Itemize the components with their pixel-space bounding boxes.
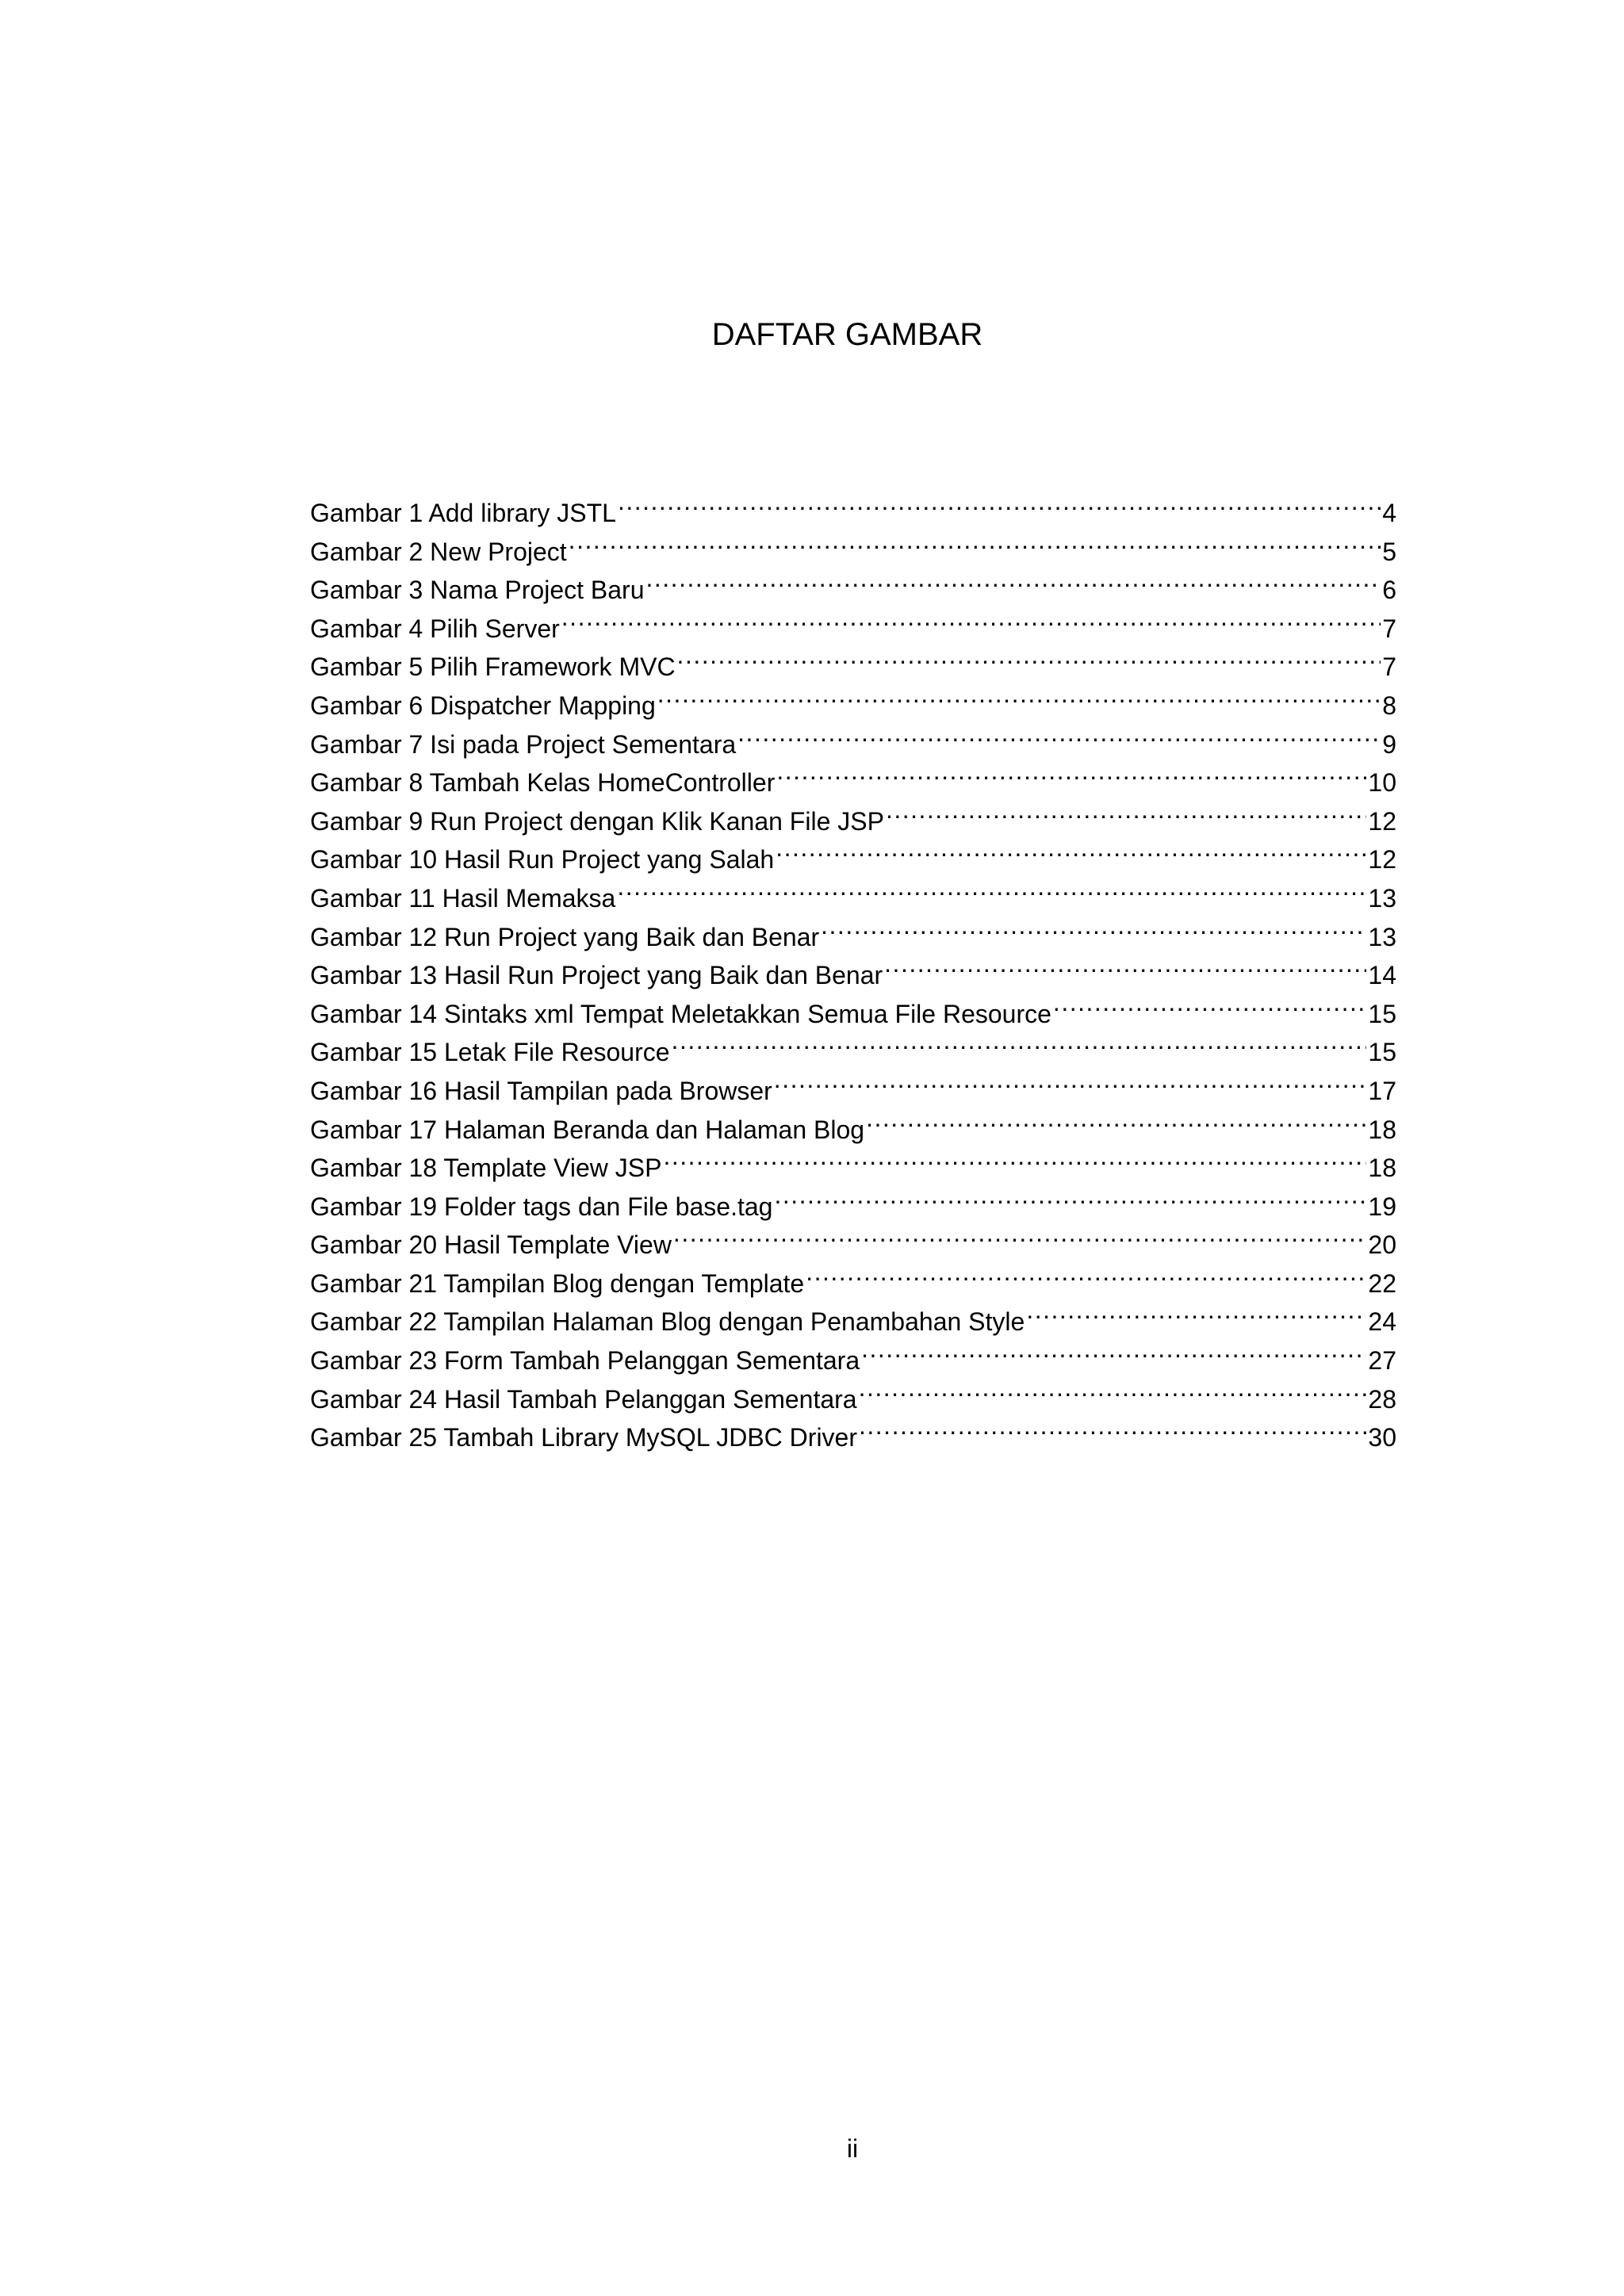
dot-leader <box>569 522 1381 561</box>
figure-page-number: 14 <box>1368 961 1396 990</box>
figure-page-number: 28 <box>1368 1384 1396 1414</box>
dot-leader <box>861 1331 1366 1369</box>
figure-page-number: 22 <box>1368 1269 1396 1298</box>
dot-leader <box>561 599 1381 637</box>
figure-title: Gambar 23 Form Tambah Pelanggan Sementara <box>310 1346 860 1376</box>
dot-leader <box>776 753 1366 791</box>
dot-leader <box>859 1408 1366 1446</box>
figure-title: Gambar 21 Tampilan Blog dengan Template <box>310 1269 805 1298</box>
dot-leader <box>886 792 1366 830</box>
dot-leader <box>806 1254 1366 1292</box>
dot-leader <box>657 676 1381 714</box>
figure-title: Gambar 1 Add library JSTL <box>310 499 616 527</box>
figure-page-number: 7 <box>1382 614 1396 643</box>
dot-leader <box>617 869 1366 907</box>
dot-leader <box>646 561 1381 599</box>
figure-page-number: 15 <box>1368 999 1396 1028</box>
figure-title: Gambar 13 Hasil Run Project yang Baik dan Benar <box>310 961 883 990</box>
figure-title: Gambar 22 Tampilan Halaman Blog dengan Penambahan Style <box>310 1307 1025 1337</box>
figure-page-number: 18 <box>1368 1154 1396 1183</box>
figure-page-number: 17 <box>1368 1076 1396 1105</box>
figure-title: Gambar 11 Hasil Memaksa <box>310 883 616 913</box>
figure-page-number: 12 <box>1368 806 1396 836</box>
dot-leader <box>663 1138 1366 1177</box>
figure-page-number: 8 <box>1382 691 1396 720</box>
dot-leader <box>673 1215 1366 1253</box>
figure-title: Gambar 6 Dispatcher Mapping <box>310 691 656 720</box>
figure-title: Gambar 12 Run Project yang Baik dan Benar <box>310 922 820 951</box>
dot-leader <box>774 1062 1367 1100</box>
figure-page-number: 5 <box>1382 537 1396 566</box>
figure-title: Gambar 24 Hasil Tambah Pelanggan Sementara <box>310 1384 857 1414</box>
figure-page-number: 19 <box>1368 1192 1396 1221</box>
dot-leader <box>672 1023 1367 1061</box>
figure-page-number: 13 <box>1368 922 1396 951</box>
figure-title: Gambar 15 Letak File Resource <box>310 1038 670 1067</box>
figure-page-number: 6 <box>1382 576 1396 605</box>
figure-title: Gambar 20 Hasil Template View <box>310 1230 672 1260</box>
figure-page-number: 10 <box>1368 768 1396 798</box>
figure-page-number: 15 <box>1368 1038 1396 1067</box>
figure-page-number: 27 <box>1368 1346 1396 1376</box>
dot-leader <box>866 1100 1366 1138</box>
dot-leader <box>774 1177 1366 1215</box>
dot-leader <box>677 637 1381 675</box>
figure-page-number: 20 <box>1368 1230 1396 1260</box>
page-title: DAFTAR GAMBAR <box>711 317 983 352</box>
dot-leader <box>1026 1292 1366 1330</box>
figure-title: Gambar 10 Hasil Run Project yang Salah <box>310 845 775 874</box>
dot-leader <box>618 484 1381 522</box>
figure-title: Gambar 3 Nama Project Baru <box>310 576 645 605</box>
dot-leader <box>821 908 1366 946</box>
figure-title: Gambar 25 Tambah Library MySQL JDBC Driver <box>310 1423 857 1452</box>
figure-page-number: 9 <box>1382 729 1396 759</box>
figure-title: Gambar 19 Folder tags dan File base.tag <box>310 1192 773 1221</box>
figure-page-number: 12 <box>1368 845 1396 874</box>
figure-page-number: 24 <box>1368 1307 1396 1337</box>
dot-leader <box>884 946 1366 984</box>
dot-leader <box>776 830 1366 868</box>
page-number: ii <box>846 2134 859 2163</box>
figure-page-number: 4 <box>1382 499 1396 527</box>
dot-leader <box>1053 985 1366 1023</box>
dot-leader <box>737 715 1381 753</box>
figure-title: Gambar 16 Hasil Tampilan pada Browser <box>310 1076 772 1105</box>
figure-title: Gambar 14 Sintaks xml Tempat Meletakkan Semua File Resource <box>310 999 1051 1028</box>
figure-list <box>310 484 1396 1452</box>
figure-title: Gambar 2 New Project <box>310 537 567 566</box>
figure-page-number: 18 <box>1368 1115 1396 1144</box>
figure-page-number: 30 <box>1368 1423 1396 1452</box>
dot-leader <box>859 1370 1367 1408</box>
figure-title: Gambar 4 Pilih Server <box>310 614 560 643</box>
figure-title: Gambar 8 Tambah Kelas HomeController <box>310 768 776 798</box>
figure-title: Gambar 5 Pilih Framework MVC <box>310 652 676 682</box>
list-item[interactable] <box>310 484 1396 527</box>
figure-page-number: 13 <box>1368 883 1396 913</box>
figure-title: Gambar 7 Isi pada Project Sementara <box>310 729 737 759</box>
figure-title: Gambar 18 Template View JSP <box>310 1154 662 1183</box>
figure-title: Gambar 17 Halaman Beranda dan Halaman Blog <box>310 1115 865 1144</box>
figure-title: Gambar 9 Run Project dengan Klik Kanan File JSP <box>310 806 884 836</box>
figure-page-number: 7 <box>1382 652 1396 682</box>
